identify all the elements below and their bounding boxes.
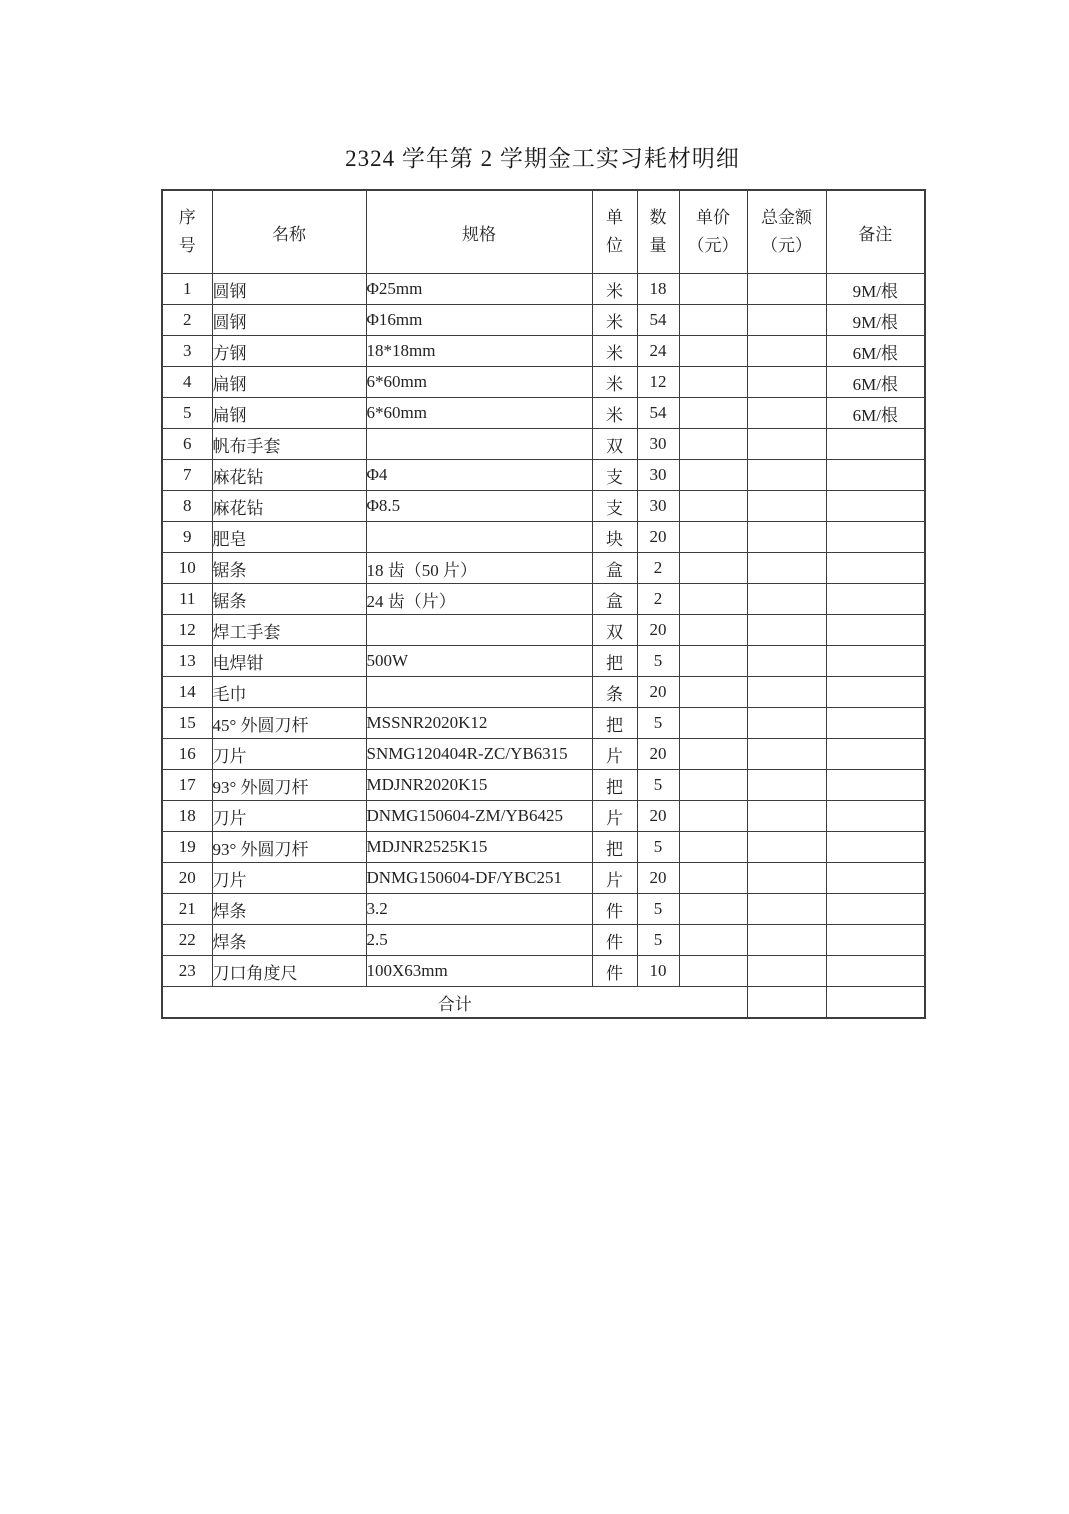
col-header-unit-price <box>679 190 747 274</box>
cell-name: 电焊钳 <box>212 646 366 677</box>
table-row <box>162 305 925 336</box>
cell-name: 方钢 <box>212 336 366 367</box>
cell-name: 刀口角度尺 <box>212 956 366 987</box>
cell-unit-price <box>679 739 747 770</box>
cell-spec: 24 齿（片） <box>366 584 592 615</box>
cell-spec: 2.5 <box>366 925 592 956</box>
cell-remark <box>826 894 925 925</box>
table-row <box>162 646 925 677</box>
cell-spec: Φ4 <box>366 460 592 491</box>
col-header-index-line1: 序 <box>178 208 196 227</box>
cell-unit-price <box>679 584 747 615</box>
cell-index: 22 <box>162 925 212 956</box>
cell-unit: 块 <box>592 522 637 553</box>
cell-spec <box>366 615 592 646</box>
cell-qty: 18 <box>637 274 679 305</box>
cell-name: 扁钢 <box>212 398 366 429</box>
consumables-table <box>161 189 926 1019</box>
cell-spec: 100X63mm <box>366 956 592 987</box>
col-header-index <box>162 190 212 274</box>
cell-unit-price <box>679 801 747 832</box>
cell-unit-price <box>679 708 747 739</box>
cell-unit: 盒 <box>592 553 637 584</box>
cell-spec: Φ16mm <box>366 305 592 336</box>
cell-total <box>747 677 826 708</box>
cell-index: 3 <box>162 336 212 367</box>
total-amount-cell <box>747 987 826 1019</box>
cell-remark <box>826 708 925 739</box>
cell-name: 圆钢 <box>212 305 366 336</box>
cell-unit: 把 <box>592 832 637 863</box>
cell-unit-price <box>679 863 747 894</box>
col-header-remark: 备注 <box>826 190 925 274</box>
cell-total <box>747 460 826 491</box>
cell-name: 45° 外圆刀杆 <box>212 708 366 739</box>
cell-qty: 30 <box>637 491 679 522</box>
table-row <box>162 801 925 832</box>
cell-unit-price <box>679 894 747 925</box>
cell-unit: 条 <box>592 677 637 708</box>
total-row <box>162 987 925 1019</box>
cell-spec: Φ8.5 <box>366 491 592 522</box>
cell-name: 93° 外圆刀杆 <box>212 832 366 863</box>
cell-index: 17 <box>162 770 212 801</box>
cell-unit-price <box>679 305 747 336</box>
cell-total <box>747 336 826 367</box>
col-header-unit-price-line1: 单价 <box>696 208 730 227</box>
cell-remark <box>826 553 925 584</box>
cell-spec: 500W <box>366 646 592 677</box>
cell-total <box>747 708 826 739</box>
cell-index: 10 <box>162 553 212 584</box>
cell-unit: 把 <box>592 646 637 677</box>
cell-index: 23 <box>162 956 212 987</box>
cell-remark <box>826 429 925 460</box>
cell-index: 14 <box>162 677 212 708</box>
cell-remark: 6M/根 <box>826 367 925 398</box>
cell-remark <box>826 460 925 491</box>
cell-unit-price <box>679 398 747 429</box>
cell-name: 圆钢 <box>212 274 366 305</box>
table-row <box>162 336 925 367</box>
col-header-spec: 规格 <box>366 190 592 274</box>
cell-qty: 30 <box>637 429 679 460</box>
cell-unit: 支 <box>592 491 637 522</box>
cell-name: 焊工手套 <box>212 615 366 646</box>
col-header-index-line2: 号 <box>178 236 196 255</box>
cell-unit: 米 <box>592 367 637 398</box>
table-row <box>162 398 925 429</box>
cell-qty: 12 <box>637 367 679 398</box>
cell-name: 麻花钻 <box>212 460 366 491</box>
cell-remark <box>826 491 925 522</box>
table-row <box>162 460 925 491</box>
cell-name: 焊条 <box>212 894 366 925</box>
cell-unit-price <box>679 832 747 863</box>
cell-spec: MDJNR2020K15 <box>366 770 592 801</box>
cell-remark <box>826 646 925 677</box>
cell-total <box>747 956 826 987</box>
cell-qty: 54 <box>637 305 679 336</box>
cell-total <box>747 801 826 832</box>
cell-total <box>747 739 826 770</box>
table-row <box>162 274 925 305</box>
table-body <box>162 274 925 987</box>
col-header-qty <box>637 190 679 274</box>
cell-name: 刀片 <box>212 863 366 894</box>
cell-name: 帆布手套 <box>212 429 366 460</box>
cell-unit: 米 <box>592 336 637 367</box>
cell-total <box>747 584 826 615</box>
cell-remark <box>826 770 925 801</box>
cell-qty: 24 <box>637 336 679 367</box>
cell-spec: DNMG150604-ZM/YB6425 <box>366 801 592 832</box>
cell-unit: 盒 <box>592 584 637 615</box>
cell-qty: 5 <box>637 894 679 925</box>
cell-qty: 20 <box>637 863 679 894</box>
cell-unit: 片 <box>592 739 637 770</box>
table-row <box>162 770 925 801</box>
col-header-total-line2: （元） <box>761 236 812 255</box>
cell-name: 锯条 <box>212 553 366 584</box>
cell-qty: 10 <box>637 956 679 987</box>
cell-name: 毛巾 <box>212 677 366 708</box>
cell-index: 20 <box>162 863 212 894</box>
cell-total <box>747 832 826 863</box>
cell-unit-price <box>679 367 747 398</box>
cell-total <box>747 553 826 584</box>
cell-qty: 5 <box>637 646 679 677</box>
table-row <box>162 677 925 708</box>
cell-qty: 20 <box>637 522 679 553</box>
cell-name: 刀片 <box>212 739 366 770</box>
cell-qty: 20 <box>637 739 679 770</box>
table-row <box>162 832 925 863</box>
table-row <box>162 708 925 739</box>
cell-qty: 30 <box>637 460 679 491</box>
table-row <box>162 863 925 894</box>
cell-remark: 9M/根 <box>826 274 925 305</box>
cell-unit-price <box>679 956 747 987</box>
cell-remark <box>826 584 925 615</box>
cell-total <box>747 894 826 925</box>
total-remark-cell <box>826 987 925 1019</box>
cell-remark: 9M/根 <box>826 305 925 336</box>
cell-name: 麻花钻 <box>212 491 366 522</box>
cell-unit-price <box>679 770 747 801</box>
cell-unit: 件 <box>592 894 637 925</box>
cell-total <box>747 522 826 553</box>
cell-spec <box>366 522 592 553</box>
table-row <box>162 615 925 646</box>
header-row <box>162 190 925 274</box>
cell-name: 刀片 <box>212 801 366 832</box>
cell-qty: 20 <box>637 677 679 708</box>
cell-index: 11 <box>162 584 212 615</box>
cell-name: 肥皂 <box>212 522 366 553</box>
cell-total <box>747 925 826 956</box>
cell-name: 锯条 <box>212 584 366 615</box>
table-row <box>162 925 925 956</box>
cell-remark <box>826 677 925 708</box>
cell-remark <box>826 739 925 770</box>
cell-spec: 6*60mm <box>366 398 592 429</box>
cell-spec: MDJNR2525K15 <box>366 832 592 863</box>
cell-unit-price <box>679 274 747 305</box>
cell-spec: 18 齿（50 片） <box>366 553 592 584</box>
cell-spec <box>366 429 592 460</box>
cell-total <box>747 429 826 460</box>
cell-spec: MSSNR2020K12 <box>366 708 592 739</box>
cell-unit: 把 <box>592 770 637 801</box>
cell-unit: 件 <box>592 925 637 956</box>
cell-qty: 5 <box>637 832 679 863</box>
cell-unit: 支 <box>592 460 637 491</box>
cell-unit: 米 <box>592 398 637 429</box>
table-row <box>162 522 925 553</box>
cell-spec: 18*18mm <box>366 336 592 367</box>
col-header-total <box>747 190 826 274</box>
cell-name: 扁钢 <box>212 367 366 398</box>
col-header-unit-line1: 单 <box>606 208 623 227</box>
cell-index: 7 <box>162 460 212 491</box>
cell-index: 6 <box>162 429 212 460</box>
cell-unit: 双 <box>592 429 637 460</box>
cell-index: 18 <box>162 801 212 832</box>
cell-unit: 米 <box>592 305 637 336</box>
cell-unit: 片 <box>592 801 637 832</box>
cell-spec <box>366 677 592 708</box>
cell-index: 8 <box>162 491 212 522</box>
col-header-unit <box>592 190 637 274</box>
cell-total <box>747 863 826 894</box>
cell-total <box>747 367 826 398</box>
cell-total <box>747 398 826 429</box>
col-header-name: 名称 <box>212 190 366 274</box>
cell-index: 5 <box>162 398 212 429</box>
cell-index: 9 <box>162 522 212 553</box>
cell-qty: 20 <box>637 615 679 646</box>
table-row <box>162 367 925 398</box>
col-header-unit-price-line2: （元） <box>687 236 739 255</box>
cell-index: 15 <box>162 708 212 739</box>
cell-qty: 2 <box>637 584 679 615</box>
cell-remark <box>826 522 925 553</box>
cell-unit: 片 <box>592 863 637 894</box>
cell-remark <box>826 615 925 646</box>
cell-unit-price <box>679 553 747 584</box>
cell-remark <box>826 863 925 894</box>
cell-name: 焊条 <box>212 925 366 956</box>
cell-qty: 20 <box>637 801 679 832</box>
cell-spec: DNMG150604-DF/YBC251 <box>366 863 592 894</box>
cell-index: 13 <box>162 646 212 677</box>
cell-index: 2 <box>162 305 212 336</box>
table-row <box>162 429 925 460</box>
table-row <box>162 739 925 770</box>
cell-spec: Φ25mm <box>366 274 592 305</box>
cell-unit: 双 <box>592 615 637 646</box>
page-title: 2324 学年第 2 学期金工实习耗材明细 <box>345 146 740 171</box>
cell-remark <box>826 832 925 863</box>
table-row <box>162 894 925 925</box>
total-label-cell: 合计 <box>162 987 747 1019</box>
cell-remark <box>826 801 925 832</box>
table-row <box>162 553 925 584</box>
cell-unit-price <box>679 336 747 367</box>
cell-unit-price <box>679 491 747 522</box>
cell-total <box>747 305 826 336</box>
cell-remark: 6M/根 <box>826 398 925 429</box>
cell-name: 93° 外圆刀杆 <box>212 770 366 801</box>
cell-index: 4 <box>162 367 212 398</box>
cell-qty: 5 <box>637 770 679 801</box>
col-header-unit-line2: 位 <box>606 236 623 255</box>
table-row <box>162 491 925 522</box>
cell-unit-price <box>679 429 747 460</box>
cell-remark: 6M/根 <box>826 336 925 367</box>
cell-total <box>747 615 826 646</box>
cell-unit-price <box>679 460 747 491</box>
cell-unit: 米 <box>592 274 637 305</box>
cell-total <box>747 274 826 305</box>
cell-total <box>747 646 826 677</box>
cell-remark <box>826 925 925 956</box>
cell-qty: 54 <box>637 398 679 429</box>
col-header-qty-line2: 量 <box>649 236 667 255</box>
cell-unit: 件 <box>592 956 637 987</box>
cell-index: 16 <box>162 739 212 770</box>
cell-unit-price <box>679 677 747 708</box>
cell-remark <box>826 956 925 987</box>
col-header-total-line1: 总金额 <box>761 208 812 227</box>
cell-total <box>747 770 826 801</box>
cell-unit-price <box>679 522 747 553</box>
table-row <box>162 584 925 615</box>
table-row <box>162 956 925 987</box>
cell-spec: 6*60mm <box>366 367 592 398</box>
cell-unit: 把 <box>592 708 637 739</box>
cell-spec: 3.2 <box>366 894 592 925</box>
cell-qty: 5 <box>637 708 679 739</box>
cell-index: 1 <box>162 274 212 305</box>
cell-unit-price <box>679 646 747 677</box>
cell-unit-price <box>679 615 747 646</box>
cell-index: 19 <box>162 832 212 863</box>
cell-total <box>747 491 826 522</box>
cell-qty: 5 <box>637 925 679 956</box>
col-header-qty-line1: 数 <box>649 208 667 227</box>
cell-index: 12 <box>162 615 212 646</box>
cell-spec: SNMG120404R-ZC/YB6315 <box>366 739 592 770</box>
cell-qty: 2 <box>637 553 679 584</box>
cell-index: 21 <box>162 894 212 925</box>
cell-unit-price <box>679 925 747 956</box>
